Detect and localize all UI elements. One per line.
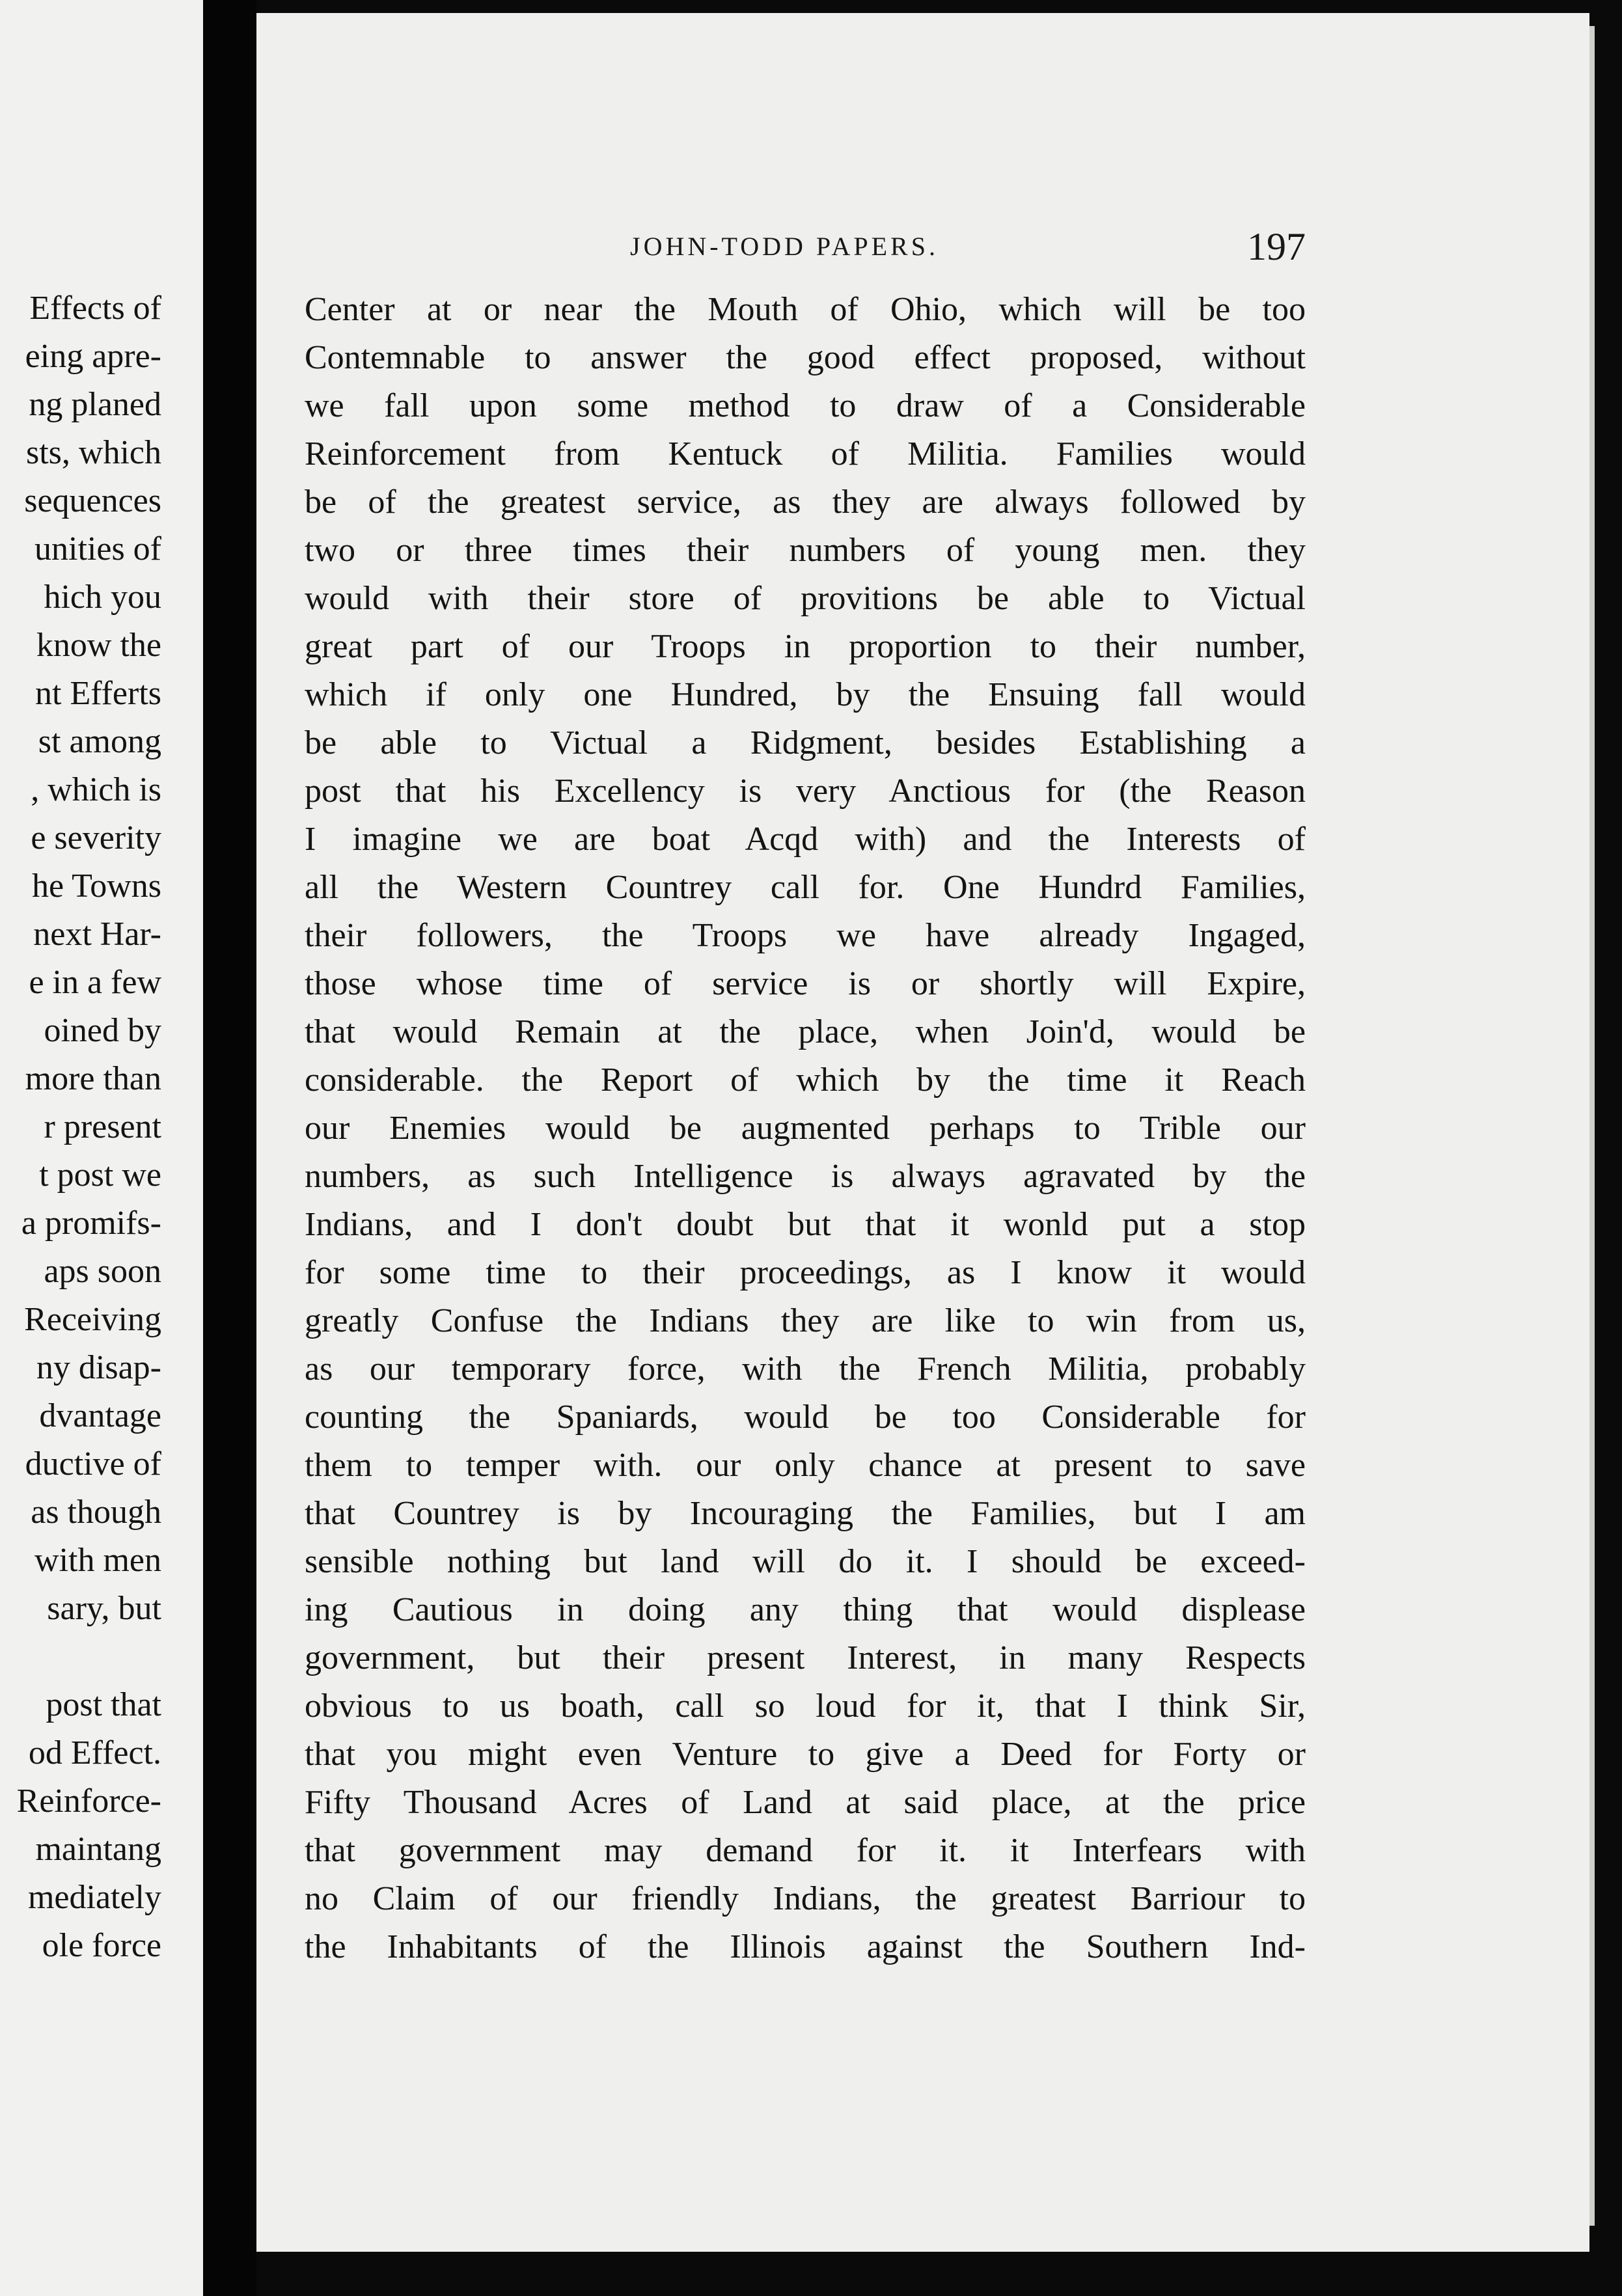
body-text-line: Fifty Thousand Acres of Land at said place, at the price: [305, 1784, 1306, 1821]
book-gutter: [203, 0, 256, 2296]
left-text-line: mediately: [27, 1879, 161, 1916]
left-text-line: next Har-: [33, 916, 161, 953]
left-text-line: Receiving: [24, 1301, 161, 1338]
body-text-line: the Inhabitants of the Illinois against the Southern Ind-: [305, 1928, 1306, 1965]
body-text-line: our Enemies would be augmented perhaps to Trible our: [305, 1110, 1306, 1147]
body-text-line: great part of our Troops in proportion to their number,: [305, 628, 1306, 665]
left-page: [0, 0, 203, 2296]
left-text-line: aps soon: [44, 1253, 161, 1290]
right-page: [256, 13, 1589, 2252]
body-text-line: numbers, as such Intelligence is always agravated by the: [305, 1158, 1306, 1195]
body-text-line: no Claim of our friendly Indians, the greatest Barriour to: [305, 1880, 1306, 1917]
left-text-line: ng planed: [29, 386, 161, 423]
left-text-line: ny disap-: [36, 1349, 161, 1386]
body-text-line: considerable. the Report of which by the time it Reach: [305, 1061, 1306, 1099]
left-text-line: dvantage: [39, 1397, 161, 1434]
left-text-line: st among: [38, 723, 161, 760]
body-text-line: be able to Victual a Ridgment, besides Establishing a: [305, 724, 1306, 761]
body-text-line: post that his Excellency is very Anctious for (the Reason: [305, 772, 1306, 810]
left-text-line: eing apre-: [25, 338, 161, 375]
body-text-line: counting the Spaniards, would be too Considerable for: [305, 1399, 1306, 1436]
body-text-line: their followers, the Troops we have already Ingaged,: [305, 917, 1306, 954]
left-text-line: ductive of: [25, 1445, 161, 1483]
left-text-line: Effects of: [29, 290, 161, 327]
body-text-line: I imagine we are boat Acqd with) and the Interests of: [305, 821, 1306, 858]
left-text-line: know the: [36, 627, 161, 664]
body-text-line: government, but their present Interest, in many Respects: [305, 1639, 1306, 1676]
left-text-line: t post we: [39, 1156, 161, 1194]
body-text-line: Reinforcement from Kentuck of Militia. Families would: [305, 435, 1306, 472]
body-text-line: obvious to us boath, call so loud for it, that I think Sir,: [305, 1688, 1306, 1725]
left-text-line: r present: [44, 1108, 161, 1145]
body-text-line: that would Remain at the place, when Join'd, would be: [305, 1013, 1306, 1050]
body-text-line: that government may demand for it. it Interfears with: [305, 1832, 1306, 1869]
left-text-line: maintang: [35, 1831, 161, 1868]
left-text-line: hich you: [44, 579, 161, 616]
left-text-line: od Effect.: [28, 1734, 161, 1771]
body-text-line: greatly Confuse the Indians they are like to win from us,: [305, 1302, 1306, 1339]
body-text-line: two or three times their numbers of young men. they: [305, 532, 1306, 569]
left-text-line: ole force: [42, 1927, 161, 1964]
left-text-line: e in a few: [29, 964, 161, 1001]
body-text-line: Indians, and I don't doubt but that it wonld put a stop: [305, 1206, 1306, 1243]
body-text-line: that Countrey is by Incouraging the Families, but I am: [305, 1495, 1306, 1532]
left-text-line: , which is: [31, 771, 161, 808]
left-text-line: sequences: [24, 482, 161, 519]
body-text-line: those whose time of service is or shortly will Expire,: [305, 965, 1306, 1002]
body-text-line: Center at or near the Mouth of Ohio, which will be too: [305, 291, 1306, 328]
page-number: 197: [1247, 225, 1306, 268]
body-text-line: which if only one Hundred, by the Ensuing fall would: [305, 676, 1306, 713]
left-text-line: with men: [34, 1542, 161, 1579]
body-text-line: for some time to their proceedings, as I know it would: [305, 1254, 1306, 1291]
left-text-line: post that: [46, 1686, 161, 1723]
body-text-line: them to temper with. our only chance at present to save: [305, 1447, 1306, 1484]
left-text-line: oined by: [44, 1012, 161, 1049]
body-text-line: would with their store of provitions be able to Victual: [305, 580, 1306, 617]
left-text-line: Reinforce-: [16, 1783, 161, 1820]
body-text-line: as our temporary force, with the French Militia, probably: [305, 1350, 1306, 1387]
left-text-line: nt Efferts: [35, 675, 161, 712]
body-text-line: be of the greatest service, as they are always followed by: [305, 484, 1306, 521]
left-text-line: more than: [25, 1060, 161, 1097]
body-text-line: ing Cautious in doing any thing that would displease: [305, 1591, 1306, 1628]
body-text-line: Contemnable to answer the good effect proposed, without: [305, 339, 1306, 376]
body-text-line: all the Western Countrey call for. One Hundrd Families,: [305, 869, 1306, 906]
body-text-line: we fall upon some method to draw of a Considerable: [305, 387, 1306, 424]
left-text-line: he Towns: [31, 868, 161, 905]
body-text-line: sensible nothing but land will do it. I should be exceed-: [305, 1543, 1306, 1580]
body-text-line: that you might even Venture to give a Deed for Forty or: [305, 1736, 1306, 1773]
left-text-line: a promifs-: [21, 1205, 161, 1242]
left-text-line: sts, which: [26, 434, 161, 471]
left-text-line: unities of: [34, 530, 161, 567]
left-text-line: sary, but: [47, 1590, 161, 1627]
running-head: JOHN-TODD PAPERS.: [630, 232, 939, 261]
page-edge: [1589, 26, 1595, 2226]
left-text-line: as though: [31, 1494, 161, 1531]
left-text-line: e severity: [31, 819, 161, 856]
